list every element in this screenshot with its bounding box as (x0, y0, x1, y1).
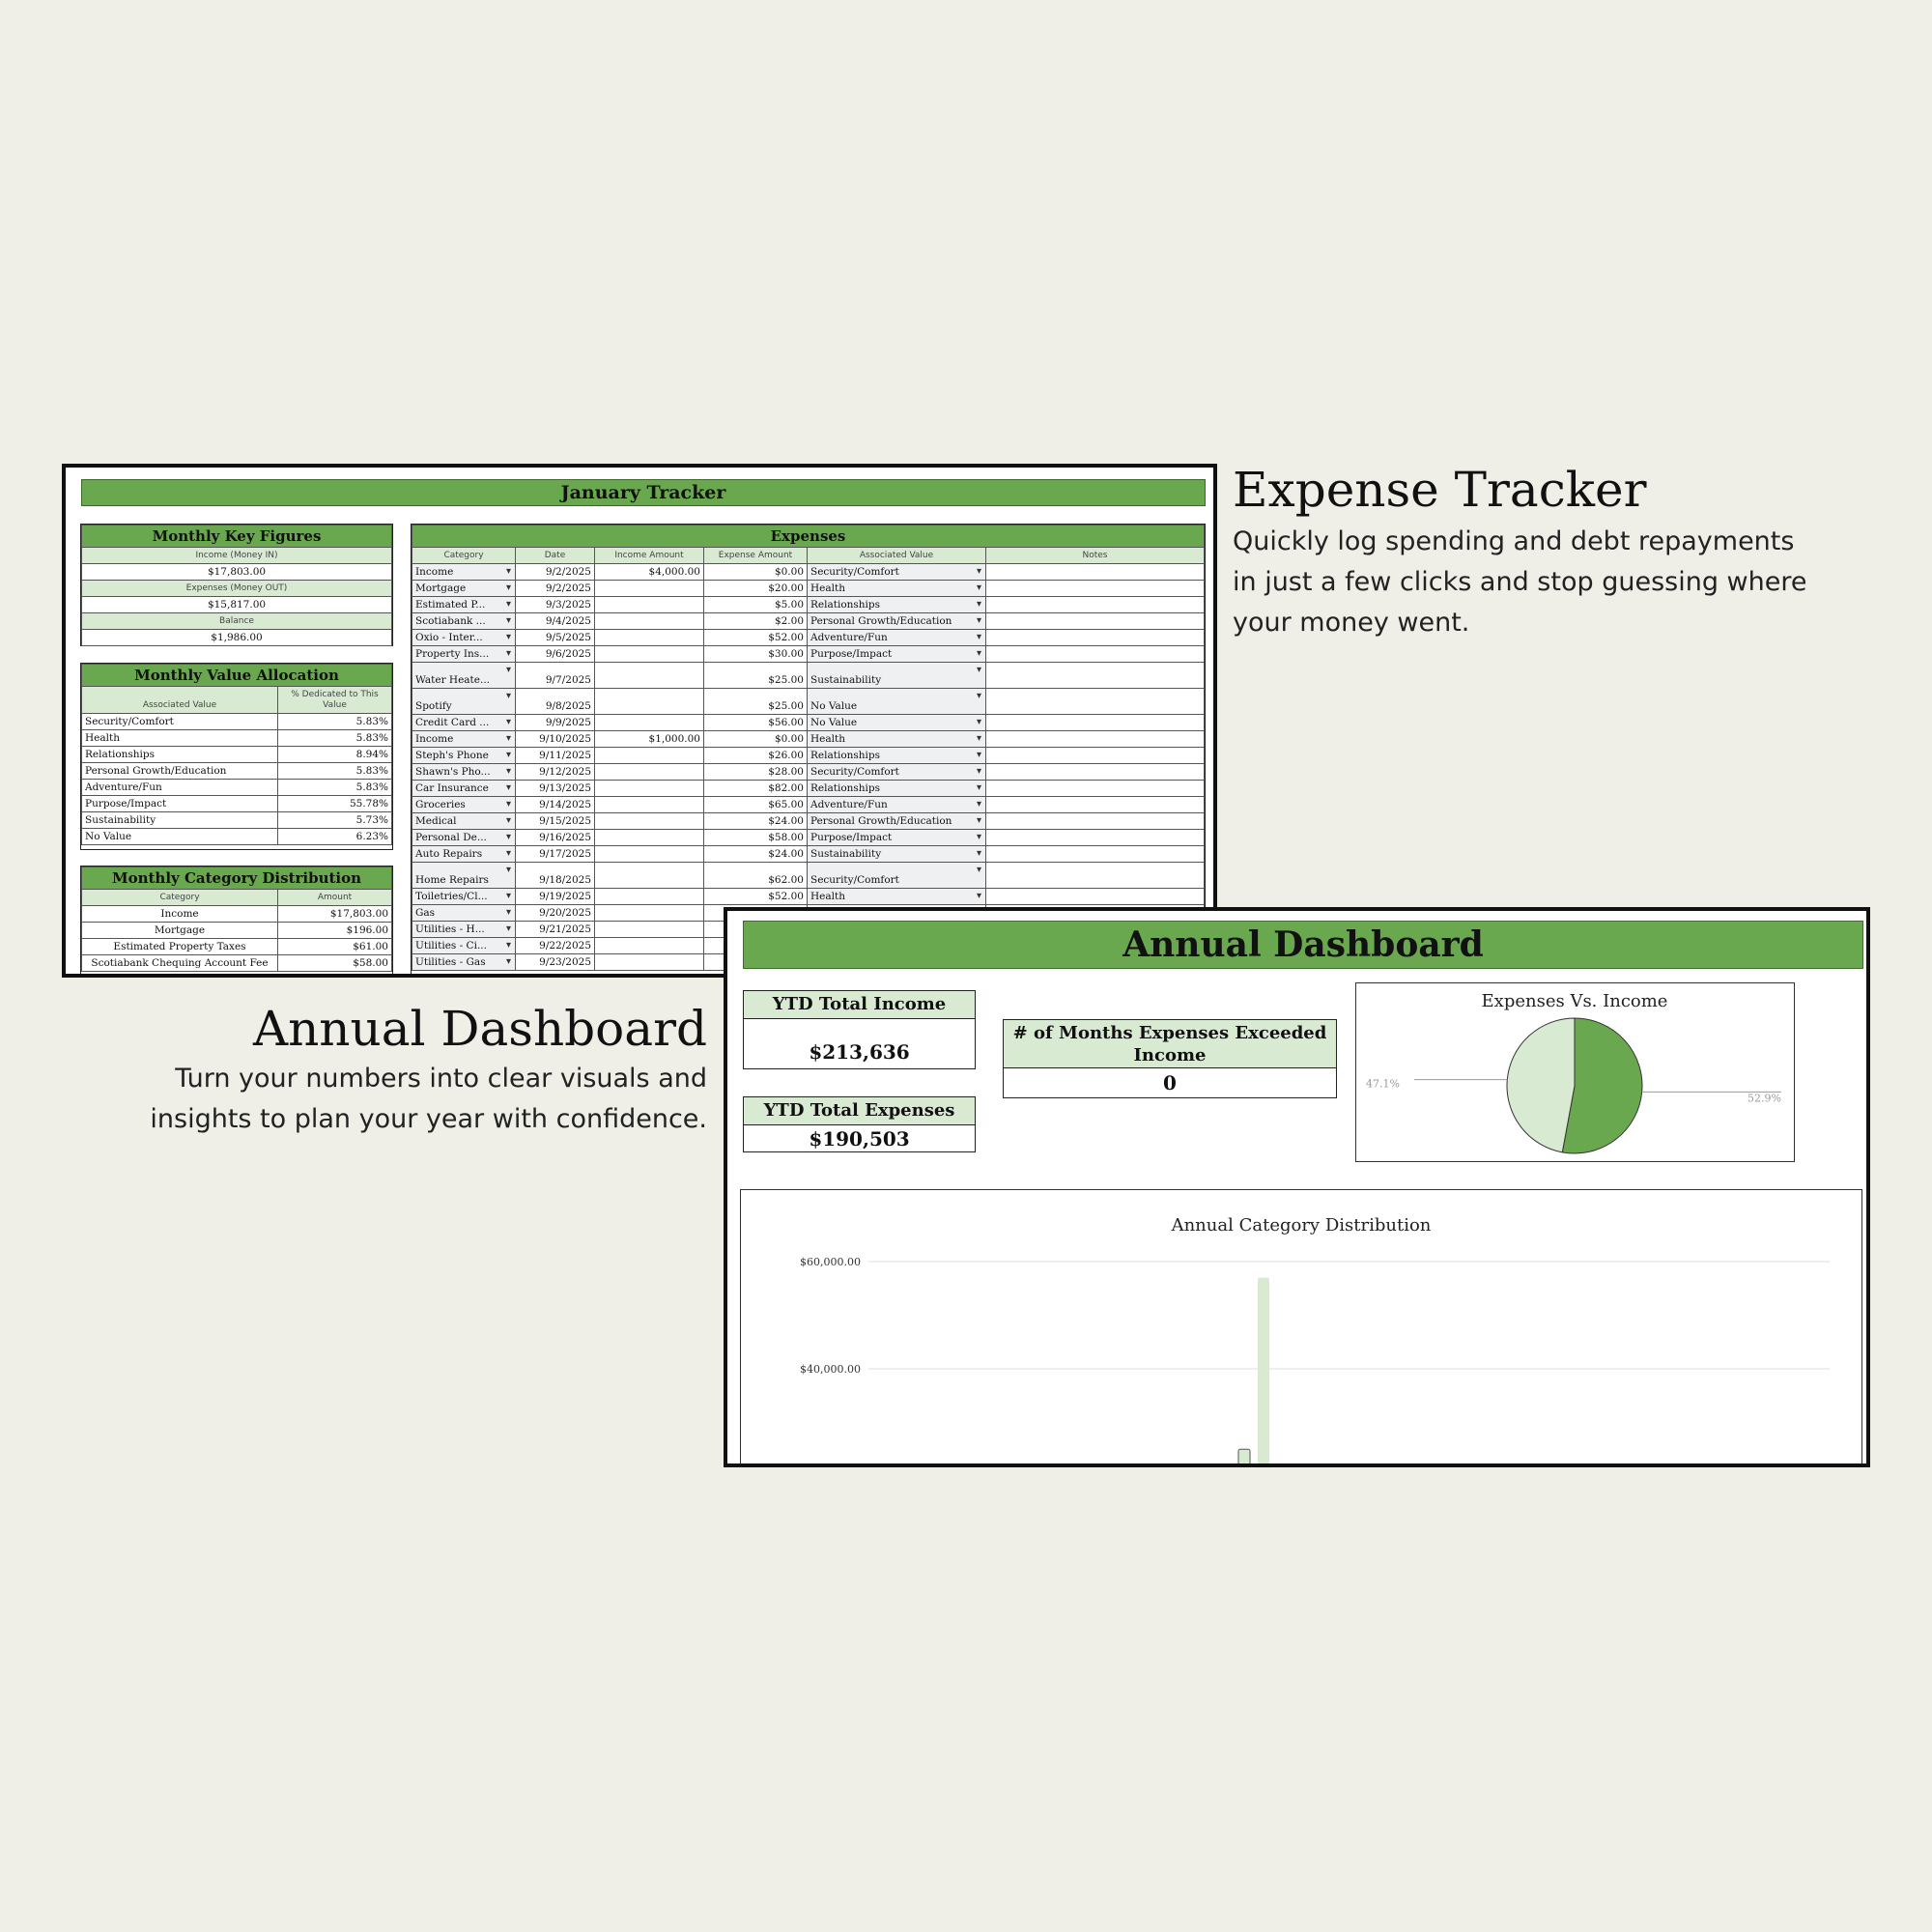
income-amount-cell[interactable] (595, 630, 704, 646)
value-name: Personal Growth/Education (82, 763, 278, 780)
balance-value[interactable]: $1,986.00 (82, 630, 392, 646)
income-amount-cell[interactable] (595, 830, 704, 846)
date-cell[interactable]: 9/14/2025 (516, 797, 595, 813)
date-cell[interactable]: 9/19/2025 (516, 889, 595, 905)
ytd-income-label: YTD Total Income (744, 991, 975, 1019)
column-header: Category (412, 548, 516, 564)
associated-value-dropdown[interactable]: Security/Comfort ▾ (808, 863, 986, 889)
expense-amount-cell[interactable]: $25.00 (704, 689, 808, 715)
value-allocation-table (80, 663, 393, 850)
table-row (412, 663, 1205, 689)
associated-value-dropdown[interactable]: Relationships ▾ (808, 597, 986, 613)
date-cell[interactable]: 9/2/2025 (516, 564, 595, 581)
expense-tracker-heading: Expense Tracker (1233, 462, 1647, 518)
associated-value-dropdown[interactable]: Security/Comfort ▾ (808, 764, 986, 781)
notes-cell[interactable] (986, 715, 1205, 731)
column-header: Associated Value (808, 548, 986, 564)
date-cell[interactable]: 9/17/2025 (516, 846, 595, 863)
expense-amount-cell[interactable]: $56.00 (704, 715, 808, 731)
expense-amount-cell[interactable]: $2.00 (704, 613, 808, 630)
income-amount-cell[interactable] (595, 764, 704, 781)
value-name: No Value (82, 829, 278, 845)
notes-cell[interactable] (986, 813, 1205, 830)
category-dropdown[interactable]: Steph's Phone ▾ (412, 748, 516, 764)
table-row (412, 613, 1205, 630)
table-row (82, 730, 392, 747)
notes-cell[interactable] (986, 731, 1205, 748)
category-dropdown[interactable]: Utilities - H... ▾ (412, 922, 516, 938)
table-row (82, 714, 392, 730)
associated-value-dropdown[interactable]: Personal Growth/Education ▾ (808, 813, 986, 830)
table-row (82, 763, 392, 780)
value-pct: 5.73% (278, 812, 392, 829)
income-amount-cell[interactable] (595, 663, 704, 689)
associated-value-dropdown[interactable]: Adventure/Fun ▾ (808, 630, 986, 646)
category-dropdown[interactable]: Property Ins... ▾ (412, 646, 516, 663)
category-dropdown[interactable]: Income ▾ (412, 564, 516, 581)
income-amount-cell[interactable] (595, 646, 704, 663)
expense-amount-cell[interactable]: $26.00 (704, 748, 808, 764)
expense-tracker-description: Quickly log spending and debt repayments in just a few clicks and stop guessing where your money went. (1233, 526, 1807, 638)
associated-value-dropdown[interactable]: Security/Comfort ▾ (808, 564, 986, 581)
notes-cell[interactable] (986, 863, 1205, 889)
y-tick-label: $40,000.00 (800, 1363, 861, 1376)
category-dropdown[interactable]: Oxio - Inter... ▾ (412, 630, 516, 646)
associated-value-dropdown[interactable]: Sustainability ▾ (808, 663, 986, 689)
notes-cell[interactable] (986, 889, 1205, 905)
key-figures-title: Monthly Key Figures (82, 526, 392, 548)
value-name: Relationships (82, 747, 278, 763)
income-amount-cell[interactable] (595, 748, 704, 764)
category-distribution-chart (740, 1189, 1862, 1467)
notes-cell[interactable] (986, 830, 1205, 846)
associated-value-dropdown[interactable]: No Value ▾ (808, 715, 986, 731)
pie-slice (1507, 1018, 1575, 1152)
notes-cell[interactable] (986, 797, 1205, 813)
ytd-expenses-value: $190,503 (809, 1127, 910, 1151)
expenses-title: Expenses (412, 526, 1205, 548)
category-dropdown[interactable]: Home Repairs ▾ (412, 863, 516, 889)
income-amount-cell[interactable] (595, 813, 704, 830)
table-row (82, 923, 392, 939)
category-amount: $17,803.00 (278, 906, 392, 923)
column-header: Notes (986, 548, 1205, 564)
value-pct: 55.78% (278, 796, 392, 812)
ytd-income-value: $213,636 (809, 1040, 910, 1064)
date-cell[interactable]: 9/7/2025 (516, 663, 595, 689)
expense-amount-cell[interactable]: $0.00 (704, 564, 808, 581)
category-dropdown[interactable]: Groceries ▾ (412, 797, 516, 813)
ytd-expenses-card (743, 1096, 976, 1152)
table-row (412, 581, 1205, 597)
table-row (82, 906, 392, 923)
table-row (412, 731, 1205, 748)
dashboard-title: Annual Dashboard (743, 921, 1863, 969)
income-amount-cell[interactable] (595, 846, 704, 863)
annual-dashboard-heading: Annual Dashboard (253, 1001, 707, 1057)
ytd-income-card (743, 990, 976, 1069)
income-amount-cell[interactable] (595, 938, 704, 954)
income-amount-cell[interactable]: $4,000.00 (595, 564, 704, 581)
table-row (82, 829, 392, 845)
pie-svg (1356, 983, 1794, 1161)
table-row (82, 747, 392, 763)
date-cell[interactable]: 9/22/2025 (516, 938, 595, 954)
category-header: Category (82, 890, 278, 906)
date-cell[interactable]: 9/5/2025 (516, 630, 595, 646)
income-amount-cell[interactable] (595, 597, 704, 613)
table-row (412, 863, 1205, 889)
category-dropdown[interactable]: Water Heate... ▾ (412, 663, 516, 689)
pct-dedicated-header: % Dedicated to This Value (278, 687, 392, 714)
date-cell[interactable]: 9/2/2025 (516, 581, 595, 597)
tracker-screenshot (62, 464, 1217, 978)
expenses-vs-income-chart (1355, 982, 1795, 1162)
dashboard-screenshot (724, 907, 1870, 1467)
associated-value-dropdown[interactable]: Purpose/Impact ▾ (808, 646, 986, 663)
expense-amount-cell[interactable]: $52.00 (704, 630, 808, 646)
column-header: Expense Amount (704, 548, 808, 564)
expense-amount-cell[interactable]: $25.00 (704, 663, 808, 689)
amount-header: Amount (278, 890, 392, 906)
table-row (82, 780, 392, 796)
date-cell[interactable]: 9/3/2025 (516, 597, 595, 613)
date-cell[interactable]: 9/4/2025 (516, 613, 595, 630)
category-name: Scotiabank Chequing Account Fee (82, 955, 278, 972)
expense-amount-cell[interactable]: $24.00 (704, 846, 808, 863)
notes-cell[interactable] (986, 581, 1205, 597)
pie-title: Expenses Vs. Income (1481, 991, 1668, 1011)
category-distribution-table (80, 866, 393, 978)
ytd-expenses-label: YTD Total Expenses (744, 1097, 975, 1125)
date-cell[interactable]: 9/6/2025 (516, 646, 595, 663)
notes-cell[interactable] (986, 764, 1205, 781)
table-row (412, 813, 1205, 830)
expense-amount-cell[interactable]: $82.00 (704, 781, 808, 797)
table-row (412, 715, 1205, 731)
notes-cell[interactable] (986, 597, 1205, 613)
months-exceeded-value: 0 (1163, 1071, 1177, 1094)
associated-value-dropdown[interactable]: Sustainability ▾ (808, 846, 986, 863)
date-cell[interactable]: 9/8/2025 (516, 689, 595, 715)
category-dropdown[interactable]: Scotiabank ... ▾ (412, 613, 516, 630)
notes-cell[interactable] (986, 663, 1205, 689)
expense-amount-cell[interactable]: $5.00 (704, 597, 808, 613)
category-dropdown[interactable]: Medical ▾ (412, 813, 516, 830)
table-row (82, 812, 392, 829)
associated-value-dropdown[interactable]: Relationships ▾ (808, 748, 986, 764)
date-cell[interactable]: 9/10/2025 (516, 731, 595, 748)
pie-slice-label: 47.1% (1366, 1077, 1400, 1091)
expenses-label: Expenses (Money OUT) (82, 581, 392, 597)
expense-amount-cell[interactable]: $30.00 (704, 646, 808, 663)
category-dropdown[interactable]: Personal De... ▾ (412, 830, 516, 846)
value-name: Purpose/Impact (82, 796, 278, 812)
income-value[interactable]: $17,803.00 (82, 564, 392, 581)
associated-value-header: Associated Value (82, 687, 278, 714)
category-dropdown[interactable]: Utilities - Ci... ▾ (412, 938, 516, 954)
table-row (412, 846, 1205, 863)
income-amount-cell[interactable] (595, 581, 704, 597)
table-row (412, 597, 1205, 613)
category-dropdown[interactable]: Car Insurance ▾ (412, 781, 516, 797)
category-dropdown[interactable]: Auto Repairs ▾ (412, 846, 516, 863)
notes-cell[interactable] (986, 781, 1205, 797)
income-amount-cell[interactable] (595, 954, 704, 971)
notes-cell[interactable] (986, 689, 1205, 715)
column-header: Date (516, 548, 595, 564)
notes-cell[interactable] (986, 630, 1205, 646)
income-amount-cell[interactable] (595, 689, 704, 715)
balance-label: Balance (82, 613, 392, 630)
notes-cell[interactable] (986, 846, 1205, 863)
value-pct: 5.83% (278, 730, 392, 747)
value-pct: 6.23% (278, 829, 392, 845)
value-pct: 5.83% (278, 763, 392, 780)
value-pct: 8.94% (278, 747, 392, 763)
tracker-title: January Tracker (81, 479, 1206, 506)
key-figures-table (80, 524, 393, 646)
date-cell[interactable]: 9/18/2025 (516, 863, 595, 889)
category-dropdown[interactable]: Estimated P... ▾ (412, 597, 516, 613)
income-amount-cell[interactable] (595, 922, 704, 938)
expense-amount-cell[interactable]: $58.00 (704, 830, 808, 846)
value-pct: 5.83% (278, 780, 392, 796)
category-dropdown[interactable]: Toiletries/Cl... ▾ (412, 889, 516, 905)
bar (1258, 1278, 1269, 1467)
months-exceeded-card (1003, 1019, 1337, 1098)
expense-amount-cell[interactable]: $52.00 (704, 889, 808, 905)
value-name: Sustainability (82, 812, 278, 829)
income-amount-cell[interactable] (595, 863, 704, 889)
table-row (82, 955, 392, 972)
date-cell[interactable]: 9/21/2025 (516, 922, 595, 938)
associated-value-dropdown[interactable]: Health ▾ (808, 731, 986, 748)
income-amount-cell[interactable] (595, 905, 704, 922)
income-amount-cell[interactable] (595, 613, 704, 630)
expenses-value[interactable]: $15,817.00 (82, 597, 392, 613)
bar-chart-title: Annual Category Distribution (1171, 1215, 1432, 1236)
notes-cell[interactable] (986, 646, 1205, 663)
category-amount: $58.00 (278, 955, 392, 972)
value-allocation-title: Monthly Value Allocation (82, 665, 392, 687)
date-cell[interactable]: 9/13/2025 (516, 781, 595, 797)
annual-dashboard-description: Turn your numbers into clear visuals and insights to plan your year with confidence. (150, 1064, 707, 1134)
category-dropdown[interactable]: Utilities - Gas ▾ (412, 954, 516, 971)
category-amount: $61.00 (278, 939, 392, 955)
date-cell[interactable]: 9/9/2025 (516, 715, 595, 731)
date-cell[interactable]: 9/16/2025 (516, 830, 595, 846)
associated-value-dropdown[interactable]: No Value ▾ (808, 689, 986, 715)
table-row (412, 630, 1205, 646)
table-row (412, 748, 1205, 764)
date-cell[interactable]: 9/11/2025 (516, 748, 595, 764)
expense-amount-cell[interactable]: $0.00 (704, 731, 808, 748)
category-name: Estimated Property Taxes (82, 939, 278, 955)
income-amount-cell[interactable] (595, 889, 704, 905)
table-row (412, 564, 1205, 581)
expense-amount-cell[interactable]: $65.00 (704, 797, 808, 813)
income-amount-cell[interactable] (595, 781, 704, 797)
category-dropdown[interactable]: Mortgage ▾ (412, 581, 516, 597)
value-name: Security/Comfort (82, 714, 278, 730)
associated-value-dropdown[interactable]: Personal Growth/Education ▾ (808, 613, 986, 630)
table-row (412, 797, 1205, 813)
income-amount-cell[interactable]: $1,000.00 (595, 731, 704, 748)
associated-value-dropdown[interactable]: Relationships ▾ (808, 781, 986, 797)
table-row (412, 889, 1205, 905)
months-exceeded-label: # of Months Expenses Exceeded Income (1004, 1020, 1336, 1068)
expense-amount-cell[interactable]: $20.00 (704, 581, 808, 597)
bar (1238, 1449, 1250, 1467)
bar-svg (741, 1190, 1861, 1467)
associated-value-dropdown[interactable]: Adventure/Fun ▾ (808, 797, 986, 813)
table-row (412, 830, 1205, 846)
category-dropdown[interactable]: Income ▾ (412, 731, 516, 748)
income-label: Income (Money IN) (82, 548, 392, 564)
notes-cell[interactable] (986, 564, 1205, 581)
notes-cell[interactable] (986, 613, 1205, 630)
category-dropdown[interactable]: Gas ▾ (412, 905, 516, 922)
category-dropdown[interactable]: Shawn's Pho... ▾ (412, 764, 516, 781)
value-name: Adventure/Fun (82, 780, 278, 796)
column-header: Income Amount (595, 548, 704, 564)
category-name: Income (82, 906, 278, 923)
pie-slice-label: 52.9% (1747, 1092, 1781, 1105)
category-amount: $196.00 (278, 923, 392, 939)
associated-value-dropdown[interactable]: Health ▾ (808, 889, 986, 905)
category-dropdown[interactable]: Spotify ▾ (412, 689, 516, 715)
category-distribution-title: Monthly Category Distribution (82, 867, 392, 890)
value-name: Health (82, 730, 278, 747)
date-cell[interactable]: 9/15/2025 (516, 813, 595, 830)
income-amount-cell[interactable] (595, 797, 704, 813)
date-cell[interactable]: 9/23/2025 (516, 954, 595, 971)
associated-value-dropdown[interactable]: Health ▾ (808, 581, 986, 597)
expense-amount-cell[interactable]: $62.00 (704, 863, 808, 889)
category-dropdown[interactable]: Credit Card ... ▾ (412, 715, 516, 731)
date-cell[interactable]: 9/12/2025 (516, 764, 595, 781)
value-pct: 5.83% (278, 714, 392, 730)
table-row (412, 781, 1205, 797)
notes-cell[interactable] (986, 748, 1205, 764)
income-amount-cell[interactable] (595, 715, 704, 731)
y-tick-label: $60,000.00 (800, 1256, 861, 1268)
associated-value-dropdown[interactable]: Purpose/Impact ▾ (808, 830, 986, 846)
table-row (82, 939, 392, 955)
category-name: Mortgage (82, 923, 278, 939)
expense-amount-cell[interactable]: $24.00 (704, 813, 808, 830)
table-row (82, 796, 392, 812)
table-row (412, 764, 1205, 781)
table-row (412, 689, 1205, 715)
expense-amount-cell[interactable]: $28.00 (704, 764, 808, 781)
date-cell[interactable]: 9/20/2025 (516, 905, 595, 922)
table-row (412, 646, 1205, 663)
